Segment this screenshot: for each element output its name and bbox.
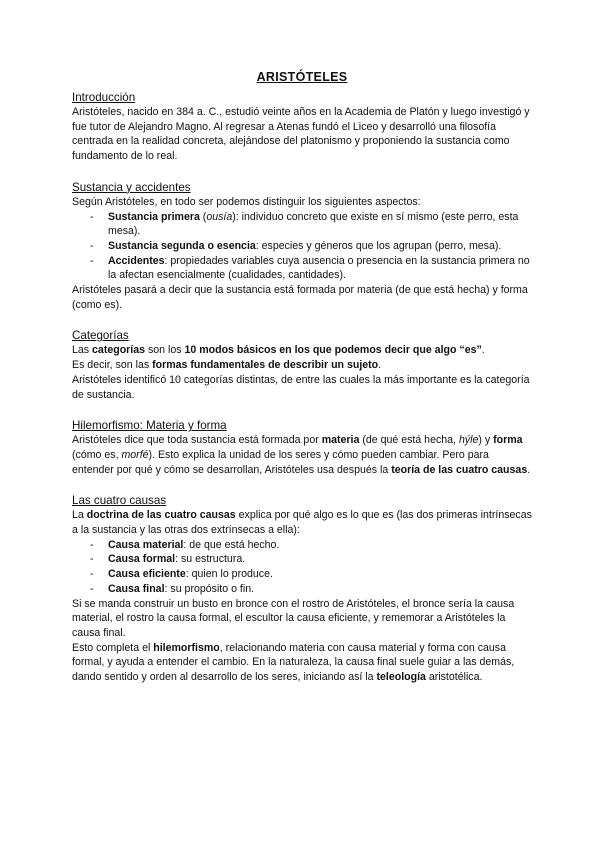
text-run: : su estructura.: [175, 553, 246, 566]
text-run: ): individuo concreto que existe en sí mismo (este perro, esta mesa).: [108, 210, 519, 238]
text-run: ) y: [478, 434, 494, 447]
text-run: Las: [72, 344, 93, 357]
text-run: ). Esto explica la unidad de los seres y cómo pueden cambiar. Pero para entender por qué y cómo se desarrollan, Aristóteles usa después la: [72, 448, 489, 476]
bullet-dash: -: [90, 254, 94, 267]
term-bold: doctrina de las cuatro causas: [86, 509, 236, 522]
term-bold: materia: [321, 434, 360, 447]
bullet-dash: -: [90, 210, 94, 223]
term-bold: hilemorfismo: [153, 641, 220, 654]
text-run: : propiedades variables cuya ausencia o presencia en la sustancia primera no la afectan esencialmente (cualidades, cantidades).: [108, 254, 530, 282]
section-hilemorfismo: [72, 418, 532, 477]
sustancia-list: [72, 210, 532, 284]
text-run: Esto completa el: [72, 641, 154, 654]
text-run: (cómo es,: [72, 448, 122, 461]
section-categorias: [72, 328, 532, 402]
causas-lead: [72, 508, 532, 537]
term-bold: Accidentes: [108, 254, 165, 267]
text-run: .: [481, 344, 485, 357]
section-heading-sustancia: Sustancia y accidentes: [72, 180, 191, 194]
bullet-dash: -: [90, 568, 94, 581]
text-run: : su propósito o fin.: [164, 582, 255, 595]
term-bold: categorías: [92, 344, 146, 357]
section-sustancia: [72, 180, 532, 313]
categorias-line-1: [72, 343, 532, 358]
list-item: [72, 567, 532, 582]
text-run: .: [527, 463, 531, 476]
list-item: [72, 538, 532, 553]
term-italic: morfé: [121, 448, 149, 461]
text-run: (de qué está hecha,: [359, 434, 459, 447]
document-title: ARISTÓTELES: [256, 70, 348, 84]
bullet-dash: -: [90, 553, 94, 566]
term-italic: hýle: [458, 434, 479, 447]
term-bold: forma: [493, 434, 523, 447]
bullet-dash: -: [90, 239, 94, 252]
term-bold: 10 modos básicos en los que podemos decir que algo “es”: [184, 344, 482, 357]
term-bold: Sustancia segunda o esencia: [108, 239, 256, 252]
bullet-dash: -: [90, 538, 94, 551]
text-run: , relacionando materia con causa material y forma con causa formal, y ayuda a entender el cambio. En la naturaleza, la causa final suele guiar a las demás, dando sentido y orden al desarrollo de los seres, iniciando así la: [72, 641, 515, 684]
text-run: Es decir, son las: [72, 359, 153, 372]
section-heading-categorias: Categorías: [72, 329, 129, 343]
list-item: [72, 210, 532, 239]
text-run: : de que está hecho.: [183, 538, 280, 551]
causas-conclusion: [72, 641, 532, 685]
term-bold: Causa eficiente: [108, 568, 186, 581]
text-run: Aristóteles dice que toda sustancia está formada por: [72, 434, 322, 447]
term-bold: Causa formal: [108, 553, 176, 566]
list-item: [72, 582, 532, 597]
term-bold: teoría de las cuatro causas: [391, 463, 528, 476]
categorias-paragraph: Aristóteles identificó 10 categorías distintas, de entre las cuales la más importante es la categoría de sustancia.: [72, 373, 530, 401]
text-run: La: [72, 509, 87, 522]
sustancia-closing: Aristóteles pasará a decir que la sustancia está formada por materia (de que está hecha) y forma (como es).: [72, 284, 528, 311]
sustancia-lead: Según Aristóteles, en todo ser podemos distinguir los siguientes aspectos:: [72, 195, 421, 208]
text-run: explica por qué algo es lo que es (las dos primeras intrínsecas a la sustancia y las otras dos extrínsecas a ella):: [72, 509, 532, 537]
section-introduccion: [72, 90, 532, 164]
term-italic: ousía: [206, 210, 233, 223]
hilemorfismo-paragraph: [72, 433, 532, 477]
categorias-line-2: [72, 358, 532, 373]
term-bold: Sustancia primera: [108, 210, 200, 223]
list-item: [72, 552, 532, 567]
term-bold: teleología: [376, 671, 426, 684]
causas-example: Si se manda construir un busto en bronce con el rostro de Aristóteles, el bronce sería la causa material, el rostro la causa formal, el escultor la causa eficiente, y rememorar a Aristóteles la causa final.: [72, 597, 515, 639]
list-item: [72, 239, 532, 254]
causas-list: [72, 538, 532, 597]
section-heading-hilemorfismo: Hilemorfismo: Materia y forma: [72, 419, 227, 433]
text-run: : especies y géneros que los agrupan (perro, mesa).: [255, 239, 502, 252]
term-bold: Causa final: [108, 582, 165, 595]
section-cuatro-causas: [72, 493, 532, 684]
document-page: [72, 68, 532, 701]
text-run: (: [199, 210, 207, 223]
term-bold: formas fundamentales de describir un sujeto: [152, 359, 379, 372]
text-run: : quien lo produce.: [185, 568, 273, 581]
bullet-dash: -: [90, 582, 94, 595]
term-bold: Causa material: [108, 538, 184, 551]
list-item: [72, 254, 532, 283]
section-heading-introduccion: Introducción: [72, 91, 136, 104]
text-run: aristotélica.: [425, 671, 483, 684]
intro-paragraph: Aristóteles, nacido en 384 a. C., estudió veinte años en la Academia de Platón y luego investigó y fue tutor de Alejandro Magno. Al regresar a Atenas fundó el Liceo y desarrolló una filosofía centrada en la realidad concreta, alejándose del platonismo y proponiendo la sustancia como fundamento de lo real.: [72, 106, 530, 163]
text-run: .: [378, 359, 382, 372]
text-run: son los: [145, 344, 185, 357]
section-heading-cuatro-causas: Las cuatro causas: [72, 494, 167, 508]
